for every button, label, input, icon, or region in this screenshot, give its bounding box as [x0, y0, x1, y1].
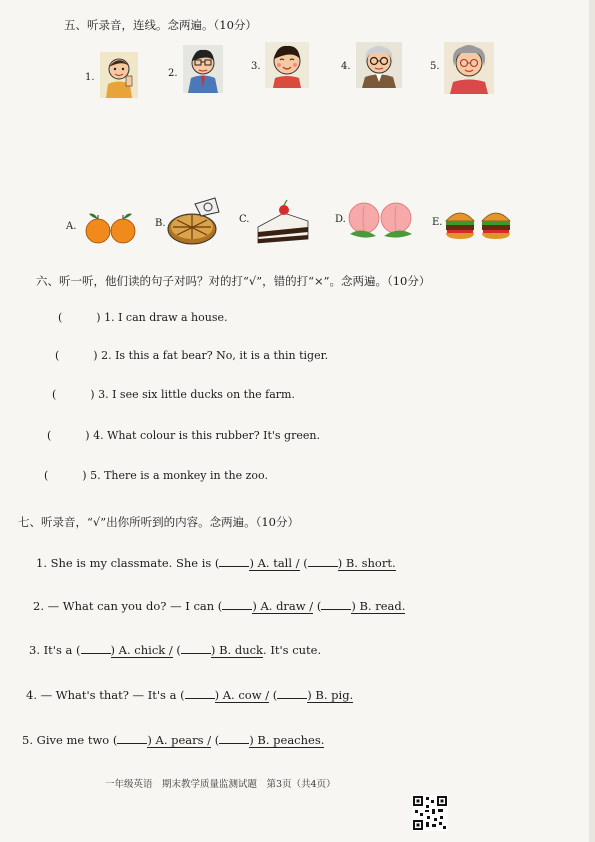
- choice-item-1: 1. She is my classmate. She is ( ) A. tall / ( ) B. short.: [36, 556, 396, 570]
- section7-title: 七、听录音，“√”出你所听到的内容。念两遍。（10分）: [18, 515, 299, 529]
- tf-sentence-1: 1. I can draw a house.: [104, 311, 228, 324]
- food-letter-b: B.: [155, 218, 166, 229]
- page-edge: [589, 0, 595, 842]
- choice-item-3: 3. It's a ( ) A. chick / ( ) B. duck. It's cute.: [29, 643, 322, 657]
- peaches-icon: [346, 196, 416, 246]
- person-number-1: 1.: [85, 72, 95, 83]
- grandma-icon: [444, 42, 494, 98]
- tf-item-4: ( ) 4. What colour is this rubber? It's green.: [47, 429, 320, 442]
- grandpa-icon: [356, 42, 402, 92]
- tf-sentence-5: 5. There is a monkey in the zoo.: [90, 469, 268, 482]
- choice-item-4: 4. — What's that? — It's a ( ) A. cow / ( ) B. pig.: [26, 688, 354, 702]
- tf-sentence-2: 2. Is this a fat bear? No, it is a thin tiger.: [101, 349, 329, 362]
- tf-item-5: ( ) 5. There is a monkey in the zoo.: [44, 469, 268, 482]
- choice-item-2: 2. — What can you do? — I can ( ) A. draw / ( ) B. read.: [33, 599, 406, 613]
- person-number-3: 3.: [251, 61, 261, 72]
- hamburgers-icon: [444, 205, 512, 245]
- cake-icon: [254, 199, 312, 249]
- food-letter-d: D.: [335, 214, 346, 225]
- food-letter-a: A.: [66, 221, 77, 232]
- man-with-glasses-icon: [183, 45, 223, 97]
- person-number-2: 2.: [168, 68, 178, 79]
- tf-sentence-3: 3. I see six little ducks on the farm.: [98, 388, 295, 401]
- tf-sentence-4: 4. What colour is this rubber? It's green.: [93, 429, 320, 442]
- tf-item-2: ( ) 2. Is this a fat bear? No, it is a thin tiger.: [55, 349, 329, 362]
- oranges-icon: [84, 208, 138, 250]
- person-number-5: 5.: [430, 61, 440, 72]
- food-letter-c: C.: [239, 214, 250, 225]
- pie-icon: [165, 196, 223, 252]
- section5-title: 五、听录音，连线。念两遍。（10分）: [64, 18, 257, 32]
- choice-item-5: 5. Give me two ( ) A. pears / ( ) B. peaches.: [22, 733, 325, 747]
- tf-item-1: ( ) 1. I can draw a house.: [58, 311, 228, 324]
- boy-smiling-icon: [265, 42, 309, 92]
- boy-icon: [100, 52, 138, 102]
- food-letter-e: E.: [432, 217, 443, 228]
- page-footer: 一年级英语 期末教学质量监测试题 第3页（共4页）: [105, 779, 336, 790]
- person-number-4: 4.: [341, 61, 351, 72]
- section6-title: 六、听一听，他们读的句子对吗？对的打“√”，错的打“×”。念两遍。（10分）: [36, 274, 431, 288]
- tf-item-3: ( ) 3. I see six little ducks on the farm.: [52, 388, 295, 401]
- qr-code-icon: [412, 795, 448, 831]
